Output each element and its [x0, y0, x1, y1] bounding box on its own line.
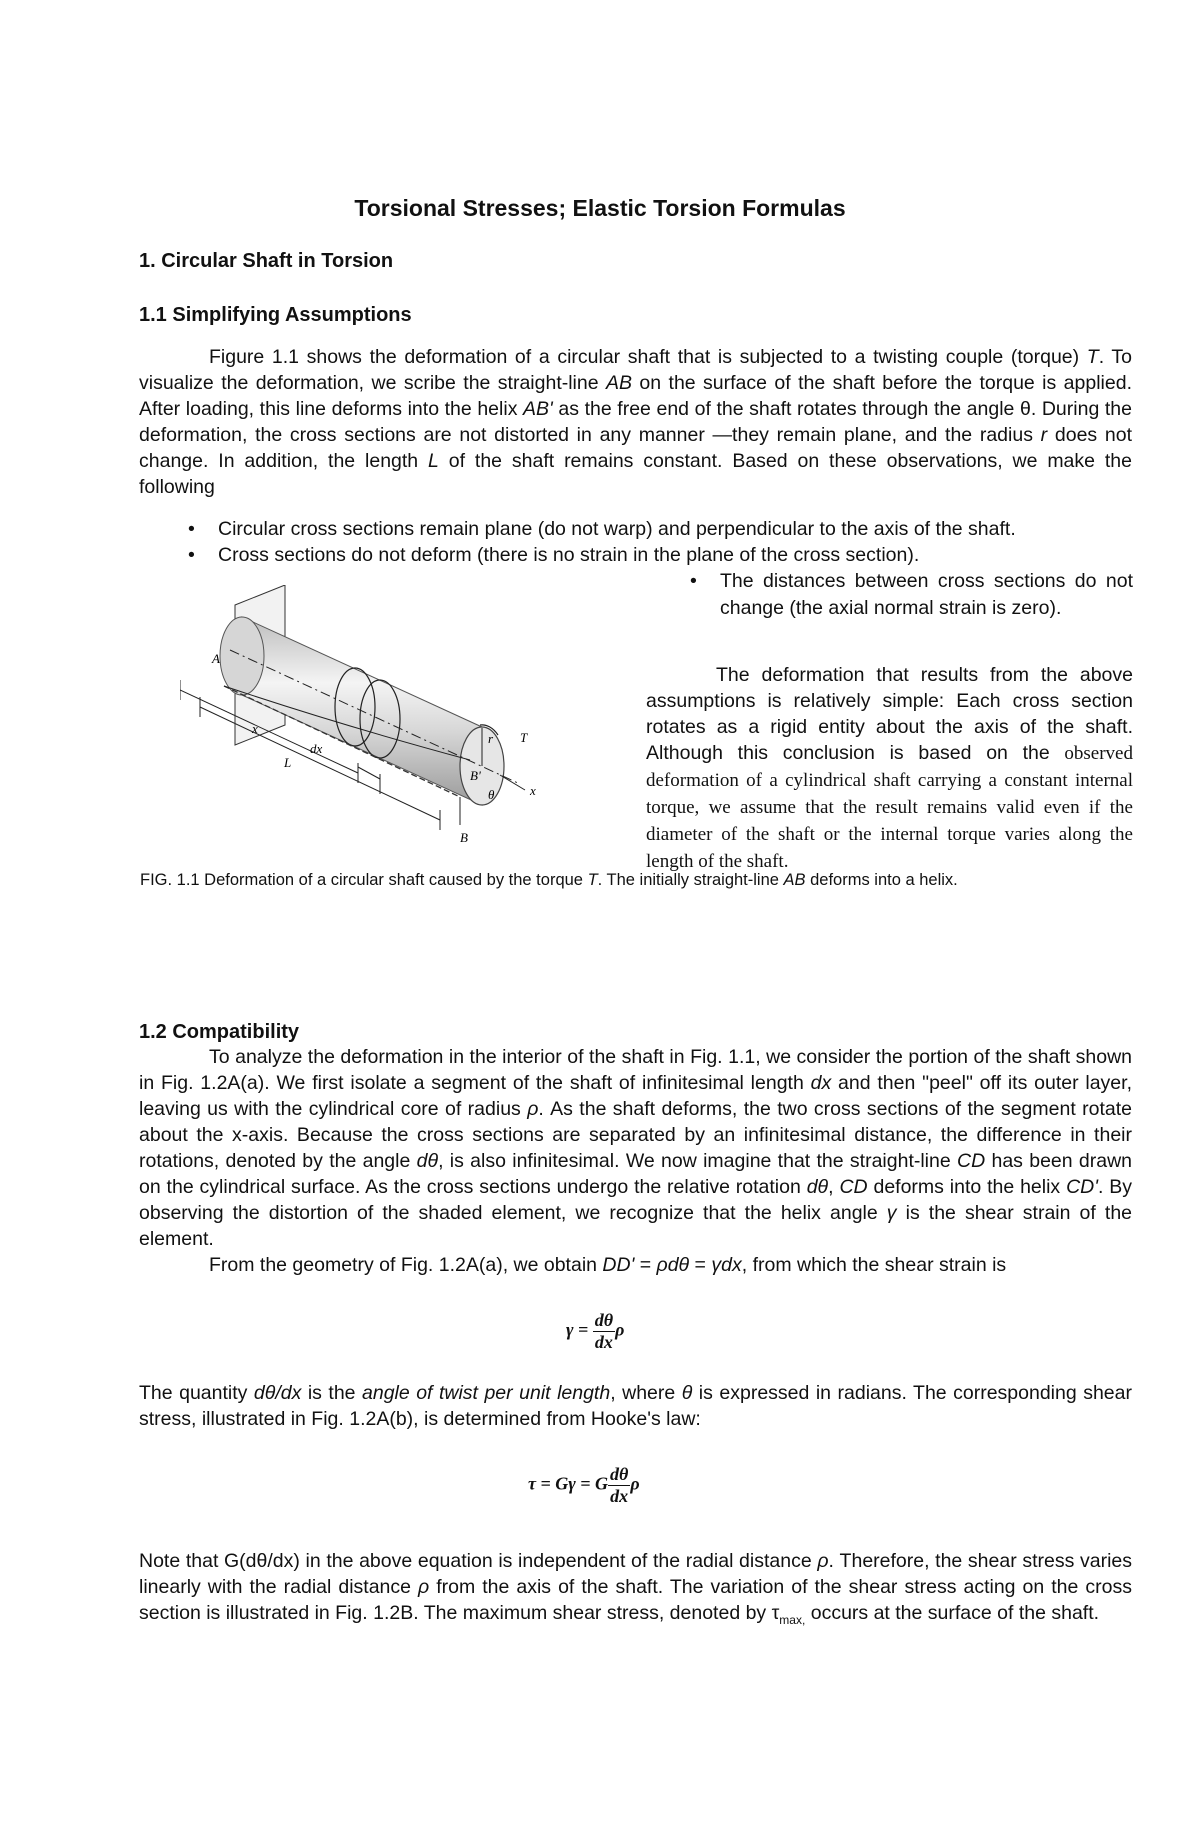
section-heading-1-2: 1.2 Compatibility [139, 1021, 300, 1043]
list-item: • Circular cross sections remain plane (do not warp) and perpendicular to the axis of the shaft. [188, 516, 1138, 542]
label-b: B [460, 830, 468, 845]
assumption-list [188, 516, 1138, 568]
equation-shear-stress: τ = Gγ = G $\frac{d\theta}{dx}$ ρ [528, 1464, 640, 1506]
dim-dx [358, 767, 380, 779]
label-theta: θ [488, 787, 495, 802]
paragraph-linear-variation: Note that G(dθ/dx) in the above equation is independent of the radial distance ρ. Therefore, the shear stress varies linearly with the radial distance ρ from the axis of the shaft. The variation of the shear stress acting on the cross section is illustrated in Fig. 1.2B. The maximum shear stress, denoted by $\tau_{max,}$ occurs at the surface of the shaft. [139, 1550, 1133, 1627]
label-t: T [520, 730, 528, 745]
figure-caption: FIG. 1.1 Deformation of a circular shaft caused by the torque T. The initially straight-line AB deforms into a helix. [140, 871, 958, 889]
label-a: A [212, 651, 220, 666]
section-heading-1: 1. Circular Shaft in Torsion [139, 250, 394, 272]
label-x: x [252, 721, 258, 736]
page-title: Torsional Stresses; Elastic Torsion Formulas [354, 195, 846, 221]
paragraph-geometry: From the geometry of Fig. 1.2A(a), we obtain DD' = ρdθ = γdx, from which the shear strain is [209, 1254, 1007, 1276]
shaft-diagram [180, 585, 580, 855]
list-item: • Cross sections do not deform (there is no strain in the plane of the cross section). [188, 542, 1138, 568]
label-dx: dx [310, 741, 323, 756]
section-heading-1-1: 1.1 Simplifying Assumptions [139, 304, 412, 326]
x-axis-arrow [500, 775, 525, 790]
paragraph-twist-rate: The quantity dθ/dx is the angle of twist per unit length, where θ is expressed in radians. The corresponding shear stress, illustrated in Fig. 1.2A(b), is determined from Hooke's law: [139, 1382, 1132, 1430]
label-l: L [284, 755, 292, 770]
label-x-axis: x [530, 783, 536, 798]
fixed-end [220, 617, 264, 695]
paragraph-compatibility: To analyze the deformation in the interior of the shaft in Fig. 1.1, we consider the portion of the shaft shown in Fig. 1.2A(a). We first isolate a segment of the shaft of infinitesimal length dx and then "peel" off its outer layer, leaving us with the cylindrical core of radius ρ. As the shaft deforms, the two cross sections of the segment rotate about the x-axis. Because the cross sections are separated by an infinitesimal distance, the difference in their rotations, denoted by the angle dθ, is also infinitesimal. We now imagine that the straight-line CD has been drawn on the cylindrical surface. As the cross sections undergo the relative rotation dθ, CD deforms into the helix CD'. By observing the distortion of the shaded element, we recognize that the helix angle γ is the shear strain of the element. [139, 1046, 1133, 1250]
bullet-glyph: • [690, 570, 697, 592]
paragraph-assumptions-intro: Figure 1.1 shows the deformation of a circular shaft that is subjected to a twisting couple (torque) T. To visualize the deformation, we scribe the straight-line AB on the surface of the shaft before the torque is applied. After loading, this line deforms into the helix AB' as the free end of the shaft rotates through the angle θ. During the deformation, the cross sections are not distorted in any manner —they remain plane, and the radius r does not change. In addition, the length L of the shaft remains constant. Based on these observations, we make the following [139, 346, 1133, 498]
list-item: • The distances between cross sections do not change (the axial normal strain is zero). [690, 570, 1133, 619]
figure-shaft-deformation [180, 585, 580, 855]
label-r: r [488, 731, 494, 746]
paragraph-deformation: The deformation that results from the above assumptions is relatively simple: Each cross section rotates as a rigid entity about the axis of the shaft. Although this conclusion is based on the observed deformation of a cylindrical shaft carrying a constant internal torque, we assume that the result remains valid even if the diameter of the shaft or the internal torque varies along the length of the shaft. [646, 664, 1133, 872]
label-bp: B' [470, 768, 481, 783]
equation-shear-strain: γ = $\frac{d\theta}{dx}$ ρ [566, 1310, 625, 1352]
